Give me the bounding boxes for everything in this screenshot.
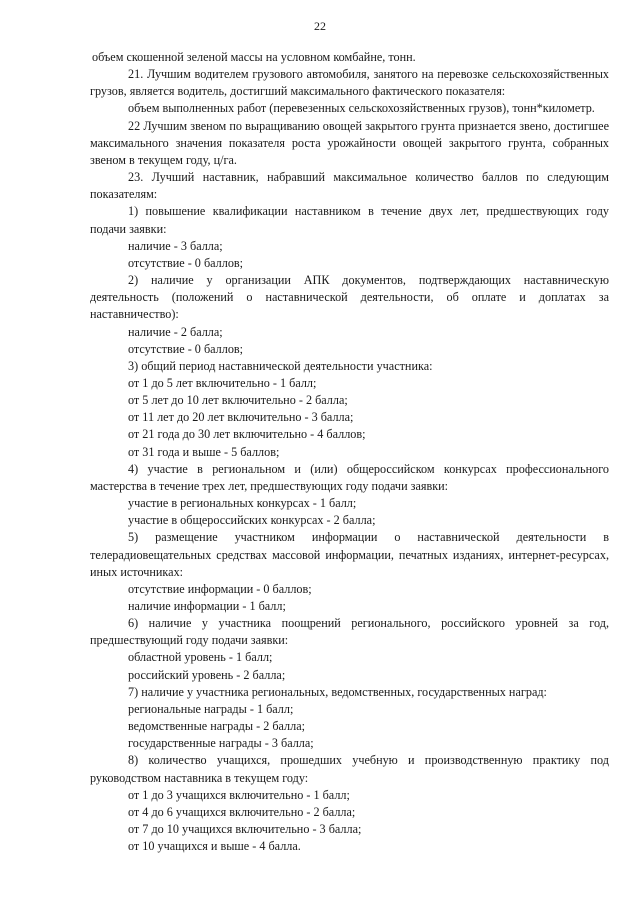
paragraph: наличие - 2 балла;	[128, 324, 223, 339]
document-body	[90, 49, 609, 855]
paragraph: от 5 лет до 10 лет включительно - 2 балла;	[128, 393, 348, 408]
paragraph: ведомственные награды - 2 балла;	[128, 719, 306, 734]
paragraph: отсутствие информации - 0 баллов;	[128, 581, 312, 596]
paragraph: 7) наличие у участника региональных, ведомственных, государственных наград:	[128, 684, 547, 699]
paragraph: наличие информации - 1 балл;	[128, 599, 286, 613]
paragraph: от 11 лет до 20 лет включительно - 3 балла;	[128, 410, 354, 425]
paragraph: российский уровень - 2 балла;	[128, 667, 286, 682]
paragraph: участие в общероссийских конкурсах - 2 балла;	[128, 513, 376, 528]
paragraph: 22 Лучшим звеном по выращиванию овощей закрытого грунта признается звено, достигшее максимального значения показателя роста урожайности овощей закрытого грунта, собранных звеном в текущем году, ц/га.	[90, 118, 609, 167]
paragraph: 5) размещение участником информации о наставнической деятельности в телерадиовещательных средствах массовой информации, печатных изданиях, интернет-ресурсах, иных источниках:	[90, 530, 609, 579]
paragraph: 1) повышение квалификации наставником в течение двух лет, предшествующих году подачи заявки:	[90, 204, 609, 236]
paragraph: областной уровень - 1 балл;	[128, 650, 273, 665]
paragraph: 21. Лучшим водителем грузового автомобиля, занятого на перевозке сельскохозяйственных грузов, является водитель, достигший максимального фактического показателя:	[90, 67, 609, 99]
paragraph: 8) количество учащихся, прошедших учебную и производственную практику под руководством наставника в текущем году:	[90, 753, 609, 785]
paragraph: от 21 года до 30 лет включительно - 4 баллов;	[128, 427, 366, 442]
page-number: 22	[314, 19, 326, 33]
paragraph: объем скошенной зеленой массы на условном комбайне, тонн.	[92, 50, 416, 64]
paragraph: от 10 учащихся и выше - 4 балла.	[128, 839, 301, 854]
paragraph: объем выполненных работ (перевезенных сельскохозяйственных грузов), тонн*километр.	[128, 101, 595, 116]
paragraph: от 4 до 6 учащихся включительно - 2 балла;	[128, 804, 356, 819]
paragraph: 23. Лучший наставник, набравший максимальное количество баллов по следующим показателям:	[90, 170, 609, 202]
paragraph: отсутствие - 0 баллов;	[128, 255, 244, 270]
paragraph: отсутствие - 0 баллов;	[128, 341, 244, 356]
paragraph: от 1 до 3 учащихся включительно - 1 балл;	[128, 787, 350, 802]
paragraph: от 7 до 10 учащихся включительно - 3 балла;	[128, 822, 362, 837]
paragraph: 2) наличие у организации АПК документов, подтверждающих наставническую деятельность (положений о наставнической деятельности, об оплате и доплатах за наставничество):	[90, 273, 609, 322]
paragraph: от 31 года и выше - 5 баллов;	[128, 444, 280, 459]
paragraph: государственные награды - 3 балла;	[128, 736, 314, 751]
paragraph: 3) общий период наставнической деятельности участника:	[128, 358, 433, 373]
paragraph: наличие - 3 балла;	[128, 238, 223, 253]
paragraph: от 1 до 5 лет включительно - 1 балл;	[128, 375, 317, 390]
paragraph: 4) участие в региональном и (или) общероссийском конкурсах профессионального мастерства в течение трех лет, предшествующих году подачи заявки:	[90, 461, 609, 493]
paragraph: 6) наличие у участника поощрений регионального, российского уровней за год, предшествующий году подачи заявки:	[90, 616, 609, 648]
paragraph: региональные награды - 1 балл;	[128, 701, 294, 716]
paragraph: участие в региональных конкурсах - 1 балл;	[128, 496, 357, 511]
